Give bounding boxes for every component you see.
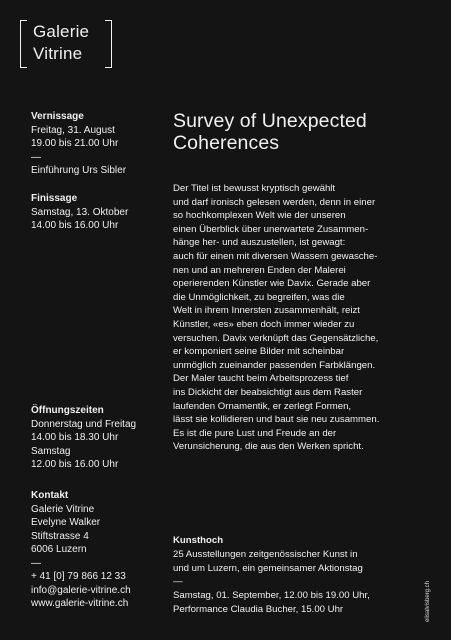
description-line: unmöglich zueinander passenden Farbklängen. [173, 359, 376, 371]
contact-email[interactable]: info@galerie-vitrine.ch [31, 584, 131, 596]
description-line: lässt sie kollidieren und baut sie neu zusammen. [173, 414, 380, 426]
description-line: laufenden Ornamentik, er zerlegt Formen, [173, 400, 352, 412]
vernissage-time: 19.00 bis 21.00 Uhr [31, 138, 119, 149]
kunsthoch-event-line: Samstag, 01. September, 12.00 bis 19.00 Uhr, [173, 590, 370, 602]
description-line: versuchen. Davix verknüpft das Gegensätzliche, [173, 332, 379, 344]
description-line: die Unmöglichkeit, zu begreifen, was die [173, 291, 345, 303]
description-line: Welt in ihrem Innersten zusammenhält, reizt [173, 305, 360, 317]
kunsthoch-section [173, 534, 403, 617]
finissage-time: 14.00 bis 16.00 Uhr [31, 220, 119, 231]
description-line: er komponiert seine Bilder mit scheinbar [173, 346, 345, 358]
kunsthoch-event-line: Performance Claudia Bucher, 15.00 Uhr [173, 603, 344, 615]
exhibition-title [173, 110, 413, 154]
finissage-section [31, 192, 166, 233]
opening-hours-heading: Öffnungszeiten [31, 405, 104, 416]
exhibition-description [173, 182, 413, 454]
description-line: Verunsicherung, die aus den Werken spricht. [173, 441, 364, 453]
title-line-1: Survey of Unexpected [173, 110, 367, 132]
description-line: nen und an mehreren Enden der Malerei [173, 264, 346, 276]
contact-line: 6006 Luzern [31, 544, 87, 555]
contact-line: Evelyne Walker [31, 517, 101, 528]
opening-hours-line: Donnerstag und Freitag [31, 418, 137, 430]
vernissage-date: Freitag, 31. August [31, 124, 115, 136]
finissage-date: Samstag, 13. Oktober [31, 206, 129, 218]
designer-credit: elisalvisberg.ch [425, 580, 431, 622]
description-line: so hochkomplexen Welt wie der unseren [173, 210, 346, 222]
logo-line-2: Vitrine [33, 44, 83, 63]
finissage-heading: Finissage [31, 193, 78, 204]
description-line: einen Überblick über unerwartete Zusammen- [173, 223, 369, 235]
description-line: auch für einen mit diversen Wassern gewasche- [173, 250, 378, 262]
opening-hours-line: Samstag [31, 445, 71, 457]
logo-left-bracket [20, 20, 27, 68]
description-line: Künstler, «es» eben doch immer wieder zu [173, 318, 355, 330]
kunsthoch-divider: — [173, 576, 183, 588]
vernissage-intro: Einführung Urs Sibler [31, 165, 127, 176]
opening-hours-line: 14.00 bis 18.30 Uhr [31, 432, 119, 443]
vernissage-section [31, 110, 166, 178]
title-line-2: Coherences [173, 132, 280, 154]
description-line: Der Maler taucht beim Arbeitsprozess tief [173, 373, 349, 385]
contact-website[interactable]: www.galerie-vitrine.ch [31, 598, 129, 609]
kunsthoch-heading: Kunsthoch [173, 535, 224, 546]
vernissage-divider: — [31, 151, 41, 163]
contact-heading: Kontakt [31, 490, 69, 501]
opening-hours-line: 12.00 bis 16.00 Uhr [31, 459, 119, 470]
contact-section [31, 489, 166, 611]
logo-right-bracket [105, 20, 112, 68]
kunsthoch-line: 25 Ausstellungen zeitgenössischer Kunst in [173, 548, 358, 560]
contact-line: Stiftstrasse 4 [31, 530, 89, 542]
description-line: und darf ironisch gelesen werden, denn in einer [173, 196, 376, 208]
description-line: ins Dickicht der beabsichtigt aus dem Raster [173, 386, 363, 398]
description-line: operierenden Künstler wie Davix. Gerade aber [173, 278, 371, 290]
opening-hours-section [31, 404, 166, 472]
description-line: Der Titel ist bewusst kryptisch gewählt [173, 183, 336, 194]
kunsthoch-line: und um Luzern, ein gemeinsamer Aktionstag [173, 562, 363, 574]
contact-phone[interactable]: + 41 [0] 79 866 12 33 [31, 571, 126, 582]
description-line: Es ist die pure Lust und Freude an der [173, 427, 337, 439]
logo-line-1: Galerie [33, 22, 90, 41]
contact-divider: — [31, 557, 41, 569]
vernissage-heading: Vernissage [31, 111, 84, 122]
contact-line: Galerie Vitrine [31, 503, 95, 515]
gallery-logo [20, 20, 112, 68]
description-line: hänge her- und auszustellen, ist gewagt: [173, 237, 346, 249]
